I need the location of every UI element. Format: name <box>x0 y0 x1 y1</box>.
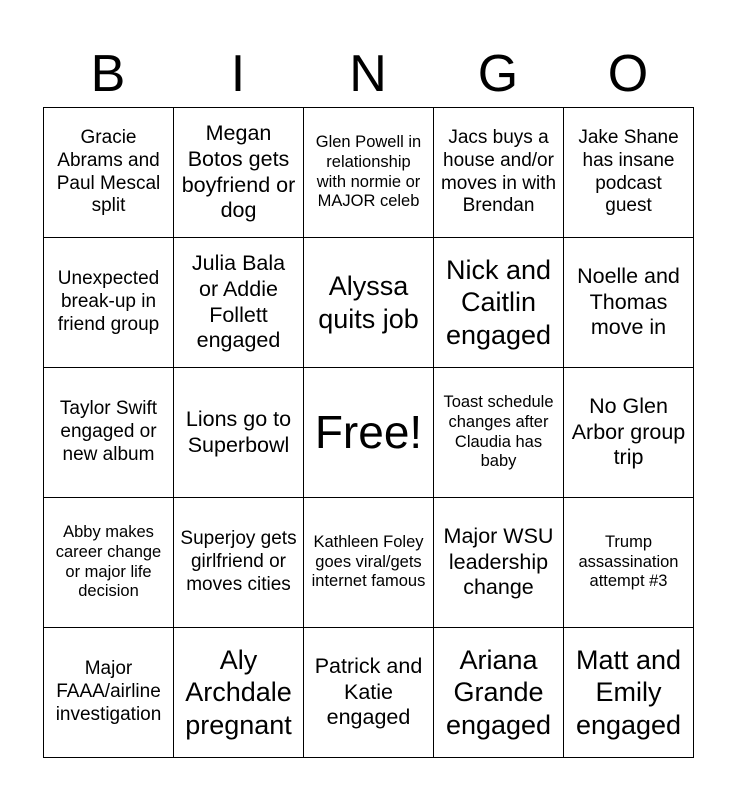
bingo-cell[interactable]: Glen Powell in relationship with normie or MAJOR celeb <box>304 108 434 238</box>
header-letter-o: O <box>607 45 649 103</box>
bingo-cell[interactable]: Major WSU leadership change <box>434 498 564 628</box>
bingo-cell[interactable]: Ariana Grande engaged <box>434 628 564 758</box>
bingo-cell[interactable]: Nick and Caitlin engaged <box>434 238 564 368</box>
bingo-cell[interactable]: Trump assassination attempt #3 <box>564 498 694 628</box>
bingo-cell[interactable]: Unexpected break-up in friend group <box>44 238 174 368</box>
bingo-cell[interactable]: Gracie Abrams and Paul Mescal split <box>44 108 174 238</box>
header-letter-n: N <box>349 45 387 103</box>
bingo-cell[interactable]: Abby makes career change or major life decision <box>44 498 174 628</box>
bingo-cell[interactable]: Toast schedule changes after Claudia has baby <box>434 368 564 498</box>
bingo-cell[interactable]: Megan Botos gets boyfriend or dog <box>174 108 304 238</box>
bingo-cell[interactable]: Kathleen Foley goes viral/gets internet famous <box>304 498 434 628</box>
bingo-cell[interactable]: Patrick and Katie engaged <box>304 628 434 758</box>
header-letter-b: B <box>90 45 126 103</box>
header-letter-i: I <box>230 45 246 103</box>
bingo-cell[interactable]: No Glen Arbor group trip <box>564 368 694 498</box>
bingo-cell[interactable]: Major FAAA/airline investigation <box>44 628 174 758</box>
bingo-cell[interactable]: Jake Shane has insane podcast guest <box>564 108 694 238</box>
bingo-cell[interactable]: Julia Bala or Addie Follett engaged <box>174 238 304 368</box>
bingo-cell[interactable]: Superjoy gets girlfriend or moves cities <box>174 498 304 628</box>
bingo-cell[interactable]: Noelle and Thomas move in <box>564 238 694 368</box>
bingo-cell[interactable]: Aly Archdale pregnant <box>174 628 304 758</box>
header-letter-g: G <box>477 45 519 103</box>
bingo-cell[interactable]: Jacs buys a house and/or moves in with Brendan <box>434 108 564 238</box>
bingo-cell[interactable]: Matt and Emily engaged <box>564 628 694 758</box>
bingo-board <box>43 107 694 758</box>
bingo-cell[interactable]: Lions go to Superbowl <box>174 368 304 498</box>
bingo-cell[interactable]: Taylor Swift engaged or new album <box>44 368 174 498</box>
bingo-header <box>43 40 693 108</box>
bingo-cell[interactable]: Alyssa quits job <box>304 238 434 368</box>
free-space[interactable]: Free! <box>304 368 434 498</box>
